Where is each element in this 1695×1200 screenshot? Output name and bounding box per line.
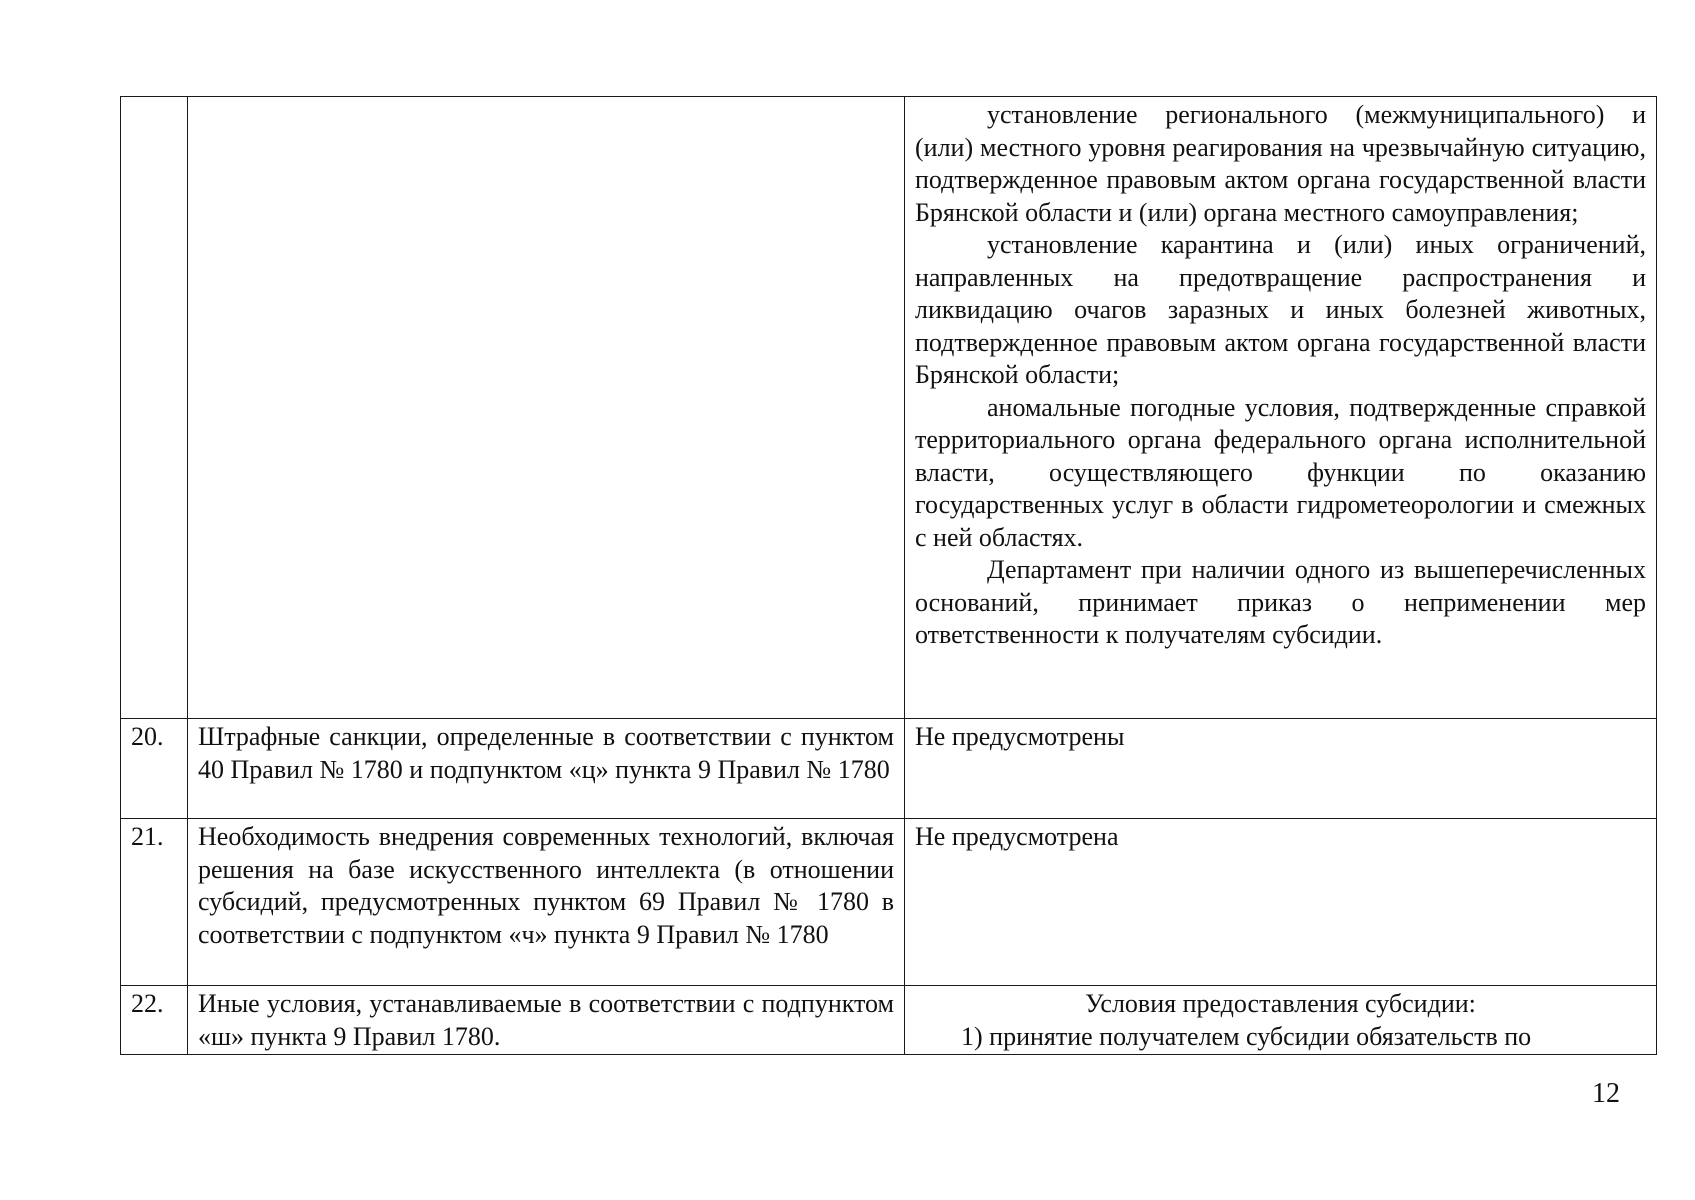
row-number-cell-empty <box>121 97 188 719</box>
table-row-20 <box>121 719 1657 819</box>
page-number: 12 <box>1592 1078 1620 1109</box>
description-cell-empty <box>188 97 905 719</box>
row-value <box>905 986 1657 1055</box>
row-value: Не предусмотрена <box>905 819 1657 986</box>
row-description: Иные условия, устанавливаемые в соответствии с подпунктом «ш» пункта 9 Правил 1780. <box>188 986 905 1055</box>
table-row-continued <box>121 97 1657 719</box>
row-number: 22. <box>121 986 188 1055</box>
conditions-table <box>120 96 1657 1055</box>
row-number: 21. <box>121 819 188 986</box>
value-cell <box>905 97 1657 719</box>
row-number: 20. <box>121 719 188 819</box>
paragraph-department-order: Департамент при наличии одного из вышеперечисленных оснований, принимает приказ о неприменении мер ответственности к получателям субсидии. <box>915 555 1646 649</box>
paragraph-quarantine: установление карантина и (или) иных ограничений, направленных на предотвращение распространения и ликвидацию очагов заразных и иных болезней животных, подтвержденное правовым актом органа государственной власти Брянской области; <box>915 230 1646 389</box>
row-value: Не предусмотрены <box>905 719 1657 819</box>
conditions-heading: Условия предоставления субсидии: <box>1085 989 1476 1018</box>
row-description: Штрафные санкции, определенные в соответствии с пунктом 40 Правил № 1780 и подпунктом «ц» пункта 9 Правил № 1780 <box>188 719 905 819</box>
table-row-21 <box>121 819 1657 986</box>
table-row-22 <box>121 986 1657 1055</box>
condition-item-1: 1) принятие получателем субсидии обязательств по <box>961 1021 1532 1051</box>
row-description: Необходимость внедрения современных технологий, включая решения на базе искусственного интеллекта (в отношении субсидий, предусмотренных пунктом 69 Правил № 1780 в соответствии с подпунктом «ч» пункта 9 Правил № 1780 <box>188 819 905 986</box>
paragraph-emergency: установление регионального (межмуниципального) и (или) местного уровня реагирования на чрезвычайную ситуацию, подтвержденное правовым актом органа государственной власти Брянской области и (или) органа местного самоуправления; <box>915 100 1646 227</box>
paragraph-weather: аномальные погодные условия, подтвержденные справкой территориального органа федерального органа исполнительной власти, осуществляющего функции по оказанию государственных услуг в области гидрометеорологии и смежных с ней областях. <box>915 392 1646 552</box>
